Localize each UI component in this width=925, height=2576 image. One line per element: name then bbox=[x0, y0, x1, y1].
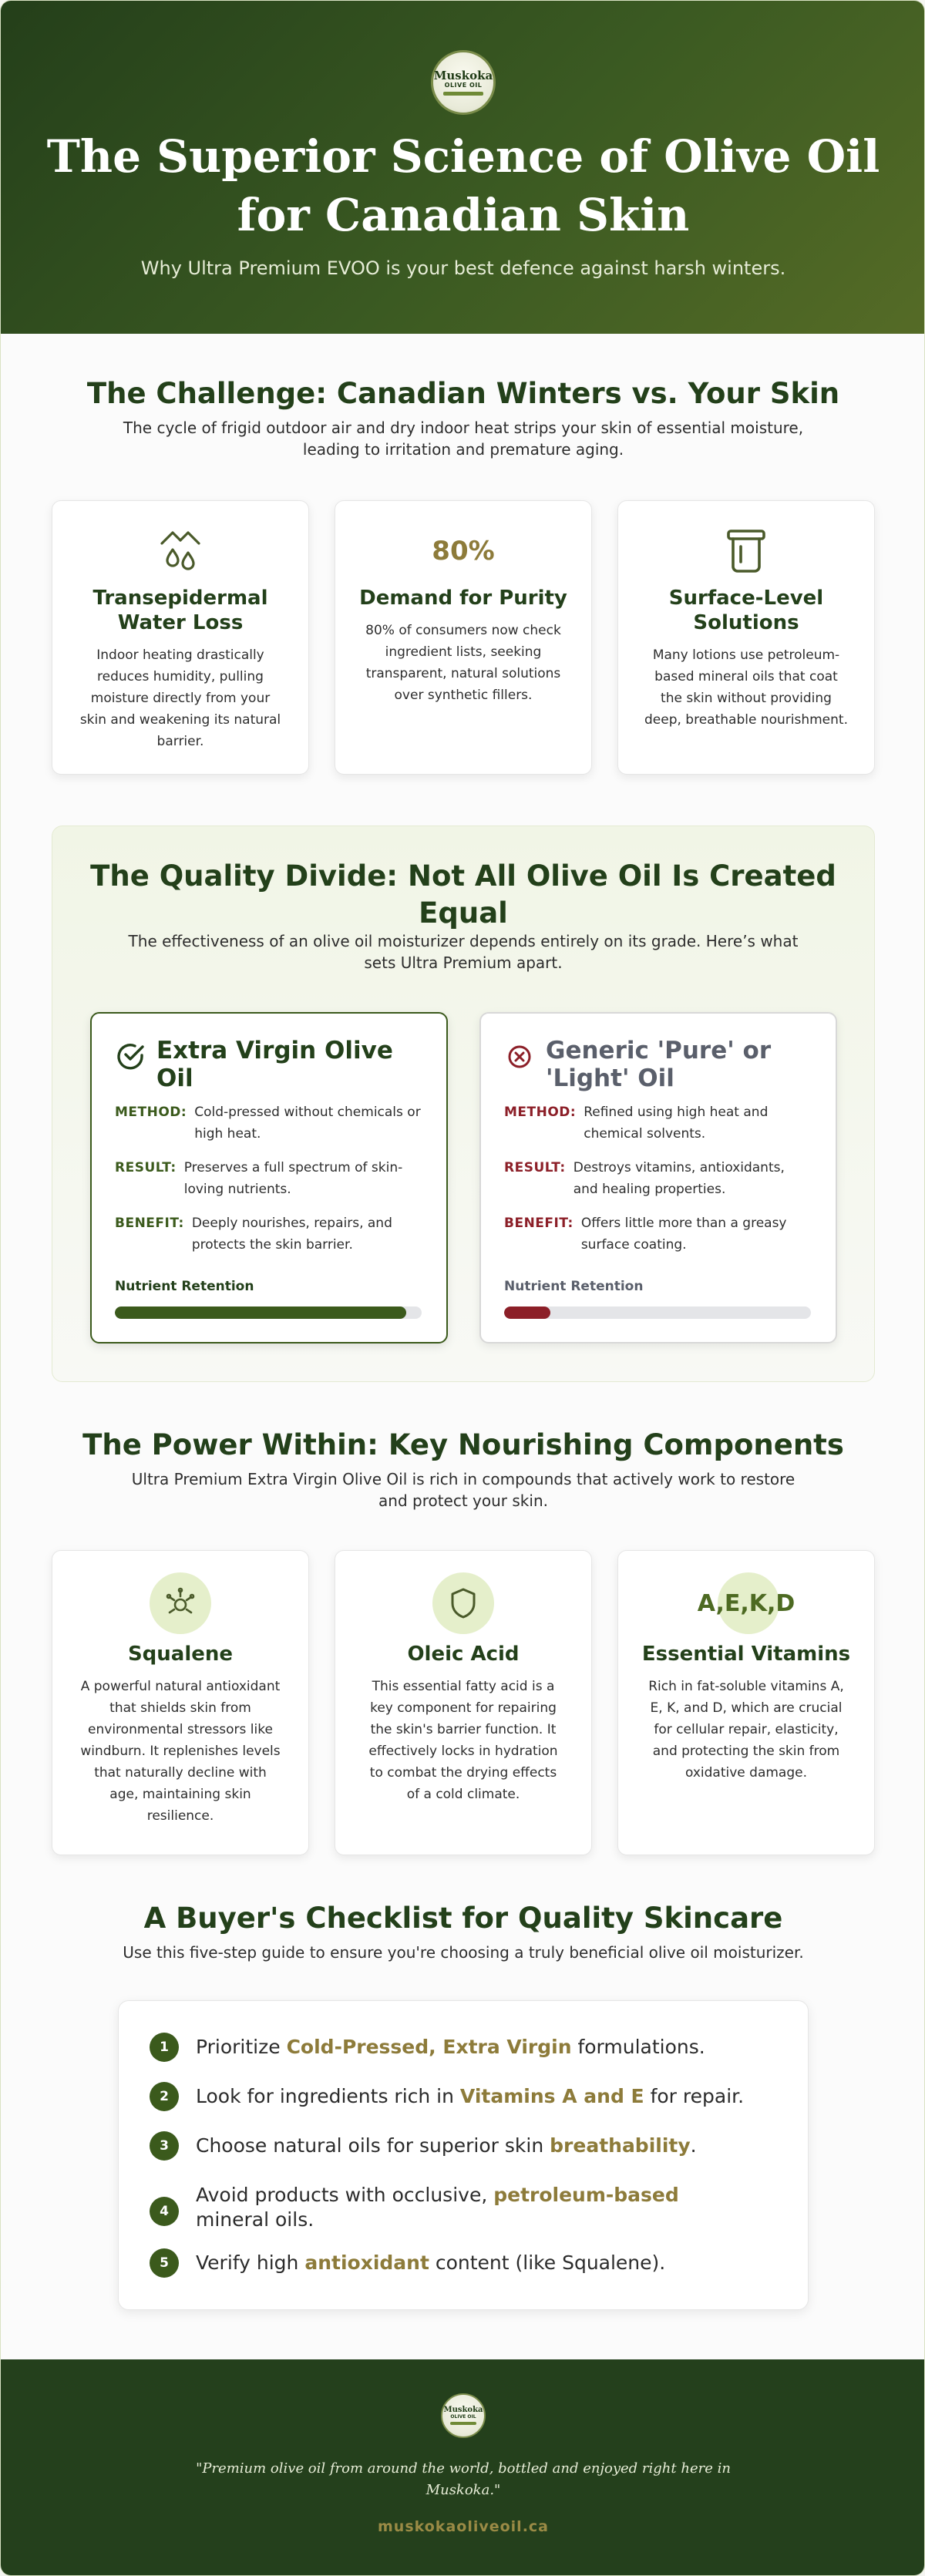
logo-text: Muskoka bbox=[433, 68, 493, 82]
step-number: 2 bbox=[150, 2082, 179, 2111]
card-description: Indoor heating drastically reduces humidity, pulling moisture directly from your skin and weakening its natural barrier. bbox=[79, 647, 281, 749]
challenge-title: The Challenge: Canadian Winters vs. Your Skin bbox=[86, 377, 840, 410]
benefit-value: Offers little more than a greasy surface coating. bbox=[580, 1216, 787, 1253]
result-value: Preserves a full spectrum of skin-loving nutrients. bbox=[183, 1160, 403, 1197]
card-description: 80% of consumers now check ingredient lists, seeking transparent, natural solutions over synthetic fillers. bbox=[365, 623, 561, 703]
result-label: RESULT: bbox=[504, 1160, 566, 1175]
item-text: . bbox=[690, 2134, 697, 2157]
water-drops-icon bbox=[156, 526, 205, 576]
challenge-card-water-loss bbox=[52, 500, 309, 775]
benefit-value: Deeply nourishes, repairs, and protects the skin barrier. bbox=[191, 1216, 392, 1253]
method-label: METHOD: bbox=[115, 1105, 187, 1120]
jar-icon bbox=[725, 528, 767, 574]
checklist-item bbox=[150, 2035, 777, 2062]
checklist-subtitle: Use this five-step guide to ensure you're choosing a truly beneficial olive oil moisturizer. bbox=[123, 1943, 804, 1962]
retention-bar-fill bbox=[115, 1306, 406, 1319]
retention-label: Nutrient Retention bbox=[504, 1279, 644, 1294]
component-card-squalene bbox=[52, 1550, 309, 1855]
divide-title: The Quality Divide: Not All Olive Oil Is Created Equal bbox=[90, 859, 836, 930]
card-title: Transepidermal Water Loss bbox=[92, 587, 268, 634]
card-title: Demand for Purity bbox=[359, 587, 567, 610]
result-label: RESULT: bbox=[115, 1160, 177, 1175]
item-highlight: Cold-Pressed, Extra Virgin bbox=[286, 2036, 572, 2058]
item-highlight: petroleum-based bbox=[493, 2184, 679, 2206]
card-description: Rich in fat-soluble vitamins A, E, K, and D, which are crucial for cellular repair, elasticity, and protecting the skin from oxidative damage. bbox=[648, 1679, 844, 1781]
page-title-line-1: The Superior Science of Olive Oil bbox=[46, 130, 880, 183]
benefit-row bbox=[115, 1212, 423, 1256]
check-circle-icon bbox=[115, 1041, 146, 1072]
result-value: Destroys vitamins, antioxidants, and healing properties. bbox=[573, 1160, 785, 1197]
benefit-label: BENEFIT: bbox=[504, 1216, 574, 1231]
challenge-card-purity bbox=[335, 500, 592, 775]
method-label: METHOD: bbox=[504, 1105, 577, 1120]
icon-circle bbox=[150, 1572, 211, 1634]
checklist-item bbox=[150, 2251, 777, 2278]
checklist-item bbox=[150, 2084, 777, 2111]
card-description: Many lotions use petroleum-based mineral oils that coat the skin without providing deep, breathable nourishment. bbox=[644, 647, 848, 728]
card-description: This essential fatty acid is a key component for repairing the skin's barrier function. It effectively locks in hydration to combat the drying effects of a cold climate. bbox=[368, 1679, 558, 1802]
card-title: Surface-Level Solutions bbox=[668, 587, 824, 634]
item-highlight: antioxidant bbox=[304, 2251, 429, 2274]
divide-subtitle: The effectiveness of an olive oil moisturizer depends entirely on its grade. Here’s what sets Ultra Premium apart. bbox=[128, 932, 799, 972]
benefit-row bbox=[504, 1212, 812, 1256]
card-description: A powerful natural antioxidant that shields skin from environmental stressors like windburn. It replenishes levels that naturally decline with age, maintaining skin resilience. bbox=[80, 1679, 281, 1824]
component-card-vitamins bbox=[617, 1550, 875, 1855]
result-row bbox=[115, 1157, 423, 1200]
page-subtitle: Why Ultra Premium EVOO is your best defence against harsh winters. bbox=[140, 257, 786, 279]
item-text: mineral oils. bbox=[196, 2208, 314, 2231]
result-row bbox=[504, 1157, 812, 1200]
benefit-label: BENEFIT: bbox=[115, 1216, 184, 1231]
logo-ribbon bbox=[443, 92, 483, 96]
method-value: Refined using high heat and chemical solvents. bbox=[584, 1105, 769, 1142]
card-title: Oleic Acid bbox=[407, 1643, 520, 1666]
step-number: 4 bbox=[150, 2197, 179, 2226]
logo-text: Muskoka bbox=[443, 2406, 483, 2414]
method-value: Cold-pressed without chemicals or high heat. bbox=[194, 1105, 421, 1142]
item-text: Look for ingredients rich in bbox=[196, 2085, 460, 2107]
x-circle-icon bbox=[504, 1041, 535, 1072]
item-highlight: breathability bbox=[550, 2134, 691, 2157]
checklist-item bbox=[150, 2134, 777, 2161]
page-title-line-2: for Canadian Skin bbox=[237, 189, 690, 241]
checklist-box bbox=[118, 2000, 809, 2310]
vitamins-stat: A,E,K,D bbox=[697, 1589, 796, 1617]
challenge-card-surface bbox=[617, 500, 875, 775]
item-text: Verify high bbox=[196, 2251, 305, 2274]
footer-logo bbox=[441, 2393, 486, 2438]
page-title bbox=[1, 127, 925, 244]
website-link[interactable]: muskokaoliveoil.ca bbox=[378, 2518, 549, 2535]
shield-icon bbox=[448, 1586, 479, 1620]
retention-bar bbox=[504, 1306, 811, 1319]
card-title: Squalene bbox=[127, 1643, 234, 1666]
logo-ribbon bbox=[450, 2422, 476, 2425]
logo-subtext: OLIVE OIL bbox=[450, 2414, 476, 2420]
item-highlight: Vitamins A and E bbox=[459, 2085, 644, 2107]
item-text: content (like Squalene). bbox=[429, 2251, 666, 2274]
comparison-card-generic bbox=[479, 1012, 837, 1343]
footer bbox=[1, 2359, 925, 2576]
step-number: 3 bbox=[150, 2131, 179, 2161]
retention-bar bbox=[115, 1306, 422, 1319]
checklist-item bbox=[150, 2183, 777, 2232]
comparison-title: Generic 'Pure' or 'Light' Oil bbox=[546, 1037, 772, 1092]
item-text: for repair. bbox=[644, 2085, 745, 2107]
hero-banner bbox=[1, 1, 925, 334]
retention-label: Nutrient Retention bbox=[115, 1279, 254, 1294]
icon-circle bbox=[432, 1572, 494, 1634]
brand-logo bbox=[431, 50, 496, 115]
power-title: The Power Within: Key Nourishing Components bbox=[82, 1428, 844, 1461]
component-card-oleic bbox=[335, 1550, 592, 1855]
step-number: 5 bbox=[150, 2248, 179, 2278]
item-text: Prioritize bbox=[196, 2036, 287, 2058]
method-row bbox=[115, 1101, 423, 1145]
item-text: Avoid products with occlusive, bbox=[196, 2184, 494, 2206]
method-row bbox=[504, 1101, 812, 1145]
comparison-card-evoo bbox=[90, 1012, 448, 1343]
card-title: Essential Vitamins bbox=[641, 1643, 851, 1666]
footer-quote: "Premium olive oil from around the world, bottled and enjoyed right here in Muskoka." bbox=[196, 2460, 731, 2498]
comparison-title: Extra Virgin Olive Oil bbox=[156, 1037, 393, 1092]
purity-stat: 80% bbox=[432, 536, 495, 567]
step-number: 1 bbox=[150, 2033, 179, 2062]
logo-subtext: OLIVE OIL bbox=[444, 81, 483, 89]
molecule-icon bbox=[163, 1586, 197, 1620]
retention-bar-fill bbox=[504, 1306, 550, 1319]
checklist-title: A Buyer's Checklist for Quality Skincare bbox=[143, 1902, 783, 1935]
power-subtitle: Ultra Premium Extra Virgin Olive Oil is rich in compounds that actively work to restore and protect your skin. bbox=[131, 1470, 796, 1510]
item-text: Choose natural oils for superior skin bbox=[196, 2134, 550, 2157]
item-text: formulations. bbox=[571, 2036, 705, 2058]
challenge-subtitle: The cycle of frigid outdoor air and dry indoor heat strips your skin of essential moisture, leading to irritation and premature aging. bbox=[123, 419, 804, 459]
